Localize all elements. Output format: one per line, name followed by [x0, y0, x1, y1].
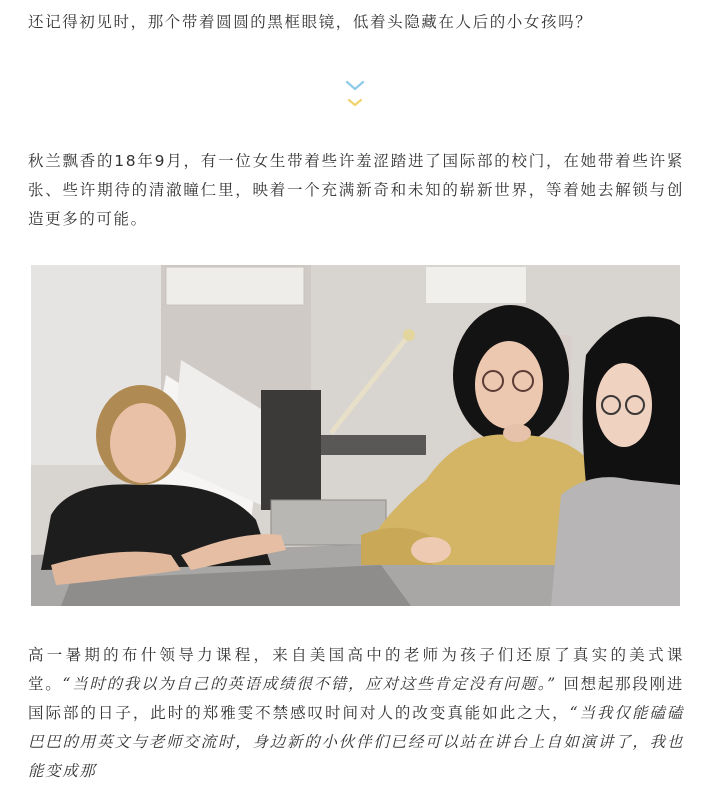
classroom-photo: [31, 265, 680, 606]
double-chevron-divider-icon: [345, 78, 365, 112]
paragraph-lead-text: 高一暑期的布什领导力课程，来自美国高中的老师为孩子们还原了真实的美式课堂。: [28, 646, 684, 693]
quote-text-1: “当时的我以为自己的英语成绩很不错，应对这些肯定没有问题。”: [62, 675, 557, 693]
chevron-bottom-icon: [349, 100, 361, 105]
recollection-paragraph: [28, 641, 684, 786]
chevron-top-icon: [347, 82, 363, 89]
story-paragraph: 秋兰飘香的18年9月，有一位女生带着些许羞涩踏进了国际部的校门，在她带着些许紧张、些许期待的清澈瞳仁里，映着一个充满新奇和未知的崭新世界，等着她去解锁与创造更多的可能。: [28, 152, 684, 228]
intro-paragraph: 还记得初见时，那个带着圆圆的黑框眼镜，低着头隐藏在人后的小女孩吗？: [28, 13, 593, 31]
paragraph-middle-text: 回想起那段刚进国际部的日子，此时的郑雅雯不禁感叹时间对人的改变真能如此之大，: [28, 675, 684, 722]
quote-text-2: “当我仅能磕磕巴巴的用英文与老师交流时，身边新的小伙伴们已经可以站在讲台上自如演讲了，我也能变成那: [28, 704, 684, 780]
